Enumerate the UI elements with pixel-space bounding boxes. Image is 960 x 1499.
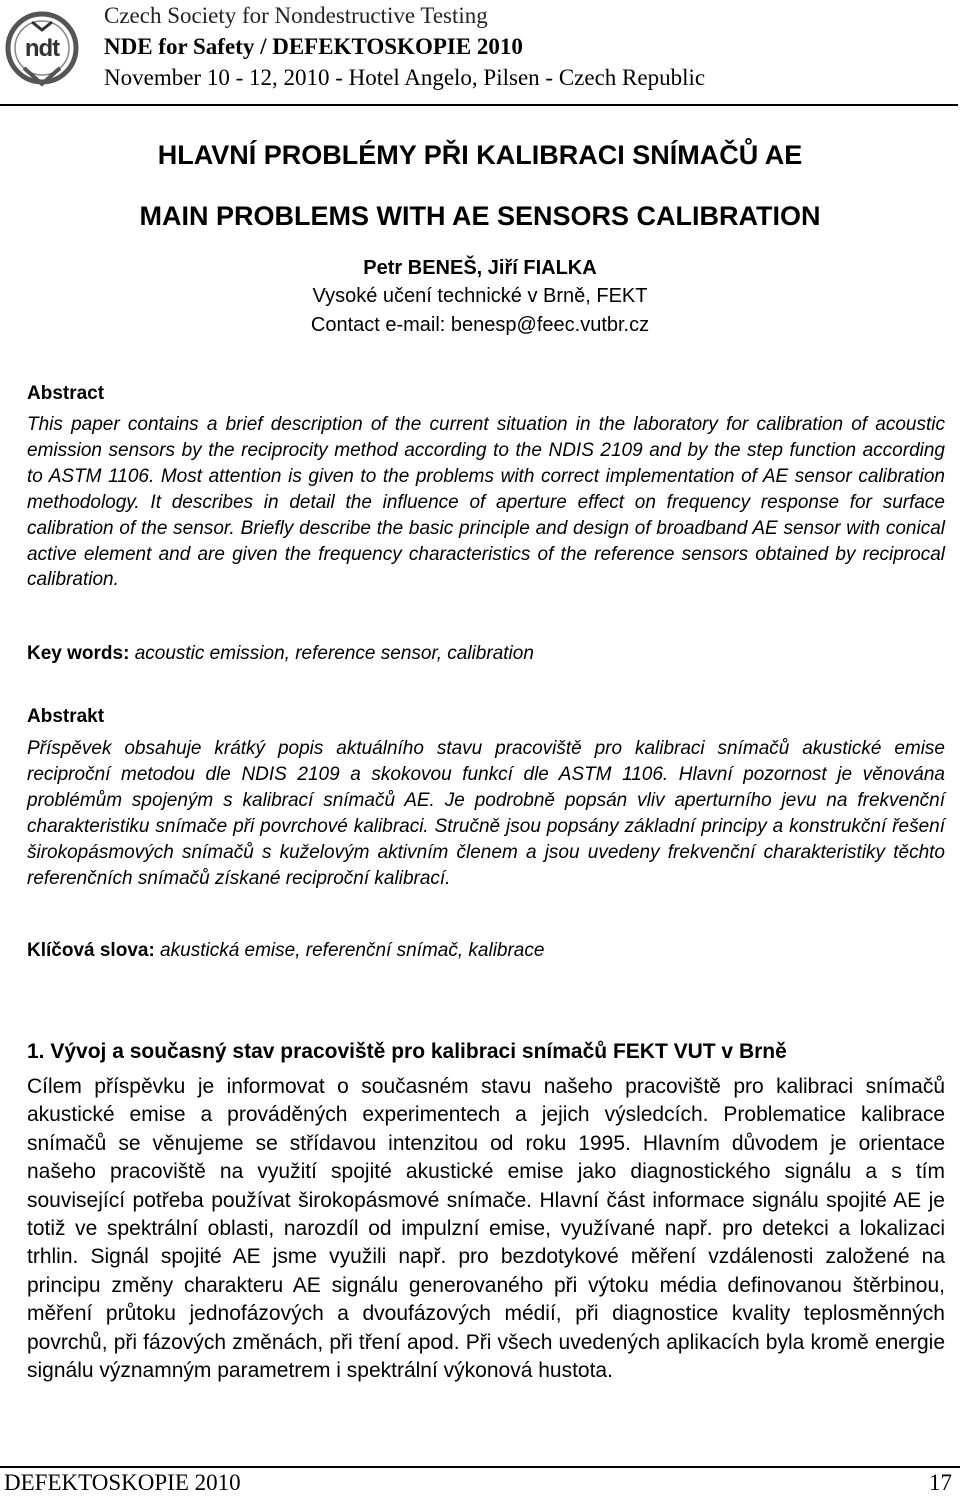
affiliation: Vysoké učení technické v Brně, FEKT xyxy=(312,285,648,307)
klicova-slova-text: akustická emise, referenční snímač, kalibrace xyxy=(154,940,545,961)
title-english: MAIN PROBLEMS WITH AE SENSORS CALIBRATION xyxy=(139,201,821,231)
abstrakt-text: Příspěvek obsahuje krátký popis aktuálního stavu pracoviště pro kalibraci snímačů akustické emise reciproční metodou dle NDIS 2109 a skokovou funkcí dle ASTM 1106. Hlavní pozornost je věnována problémům spojeným s kalibrací snímačů AE. Je podrobně popsán vliv aperturního jevu na frekvenční charakteristiku snímače při povrchové kalibraci. Stručně jsou popsány základní principy a konstrukční řešení širokopásmových snímačů s kuželovým aktivním členem a jsou uvedeny frekvenční charakteristiky těchto referenčních snímačů získané reciproční kalibrací. xyxy=(27,738,945,889)
conference-info xyxy=(104,0,705,93)
header-divider xyxy=(0,104,958,106)
conference-date-venue: November 10 - 12, 2010 - Hotel Angelo, Pilsen - Czech Republic xyxy=(104,65,706,90)
footer-journal: DEFEKTOSKOPIE 2010 xyxy=(4,1470,241,1495)
conference-name: NDE for Safety / DEFEKTOSKOPIE 2010 xyxy=(104,34,523,59)
abstrakt-heading: Abstrakt xyxy=(27,706,105,727)
klicova-slova xyxy=(27,940,945,962)
page-header xyxy=(0,0,960,106)
contact-email: Contact e-mail: benesp@feec.vutbr.cz xyxy=(310,314,650,336)
keywords-label: Key words: xyxy=(27,643,130,664)
section-1-body: Cílem příspěvku je informovat o současném stavu našeho pracoviště pro kalibraci snímačů akustické emise a prováděných experimentech a jejich výsledcích. Problematice kalibrace snímačů se věnujeme se střídavou intenzitou od roku 1995. Hlavním důvodem je orientace našeho pracoviště na využití spojité akustické emise jako diagnostického signálu a s tím související potřeba používat širokopásmové snímače. Hlavní část informace signálu spojité AE je totiž ve spektrální oblasti, narozdíl od impulzní emise, využívané např. pro detekci a lokalizaci trhlin. Signál spojité AE jsme využili např. pro bezdotykové měření vzdálenosti založené na principu změny charakteru AE signálu generovaného při výtoku média definovanou štěrbinou, měření průtoku jednofázových a dvoufázových médií, při diagnostice kvality teplosměnných povrchů, při fázových změnách, při tření apod. Při všech uvedených aplikacích byla kromě energie signálu významným parametrem i spektrální výkonová hustota. xyxy=(27,1075,945,1383)
footer-divider xyxy=(0,1466,960,1468)
abstract-text: This paper contains a brief description of the current situation in the laboratory for calibration of acoustic emission sensors by the reciprocity method according to the NDIS 2109 and by the step function according to ASTM 1106. Most attention is given to the problems with correct implementation of AE sensor calibration methodology. It describes in detail the influence of aperture effect on frequency response for surface calibration of the sensor. Briefly describe the basic principle and design of broadband AE sensor with conical active element and are given the frequency characteristics of the reference sensors obtained by reciprocal calibration. xyxy=(27,414,945,591)
keywords xyxy=(27,643,945,665)
page-number: 17 xyxy=(929,1470,952,1495)
title-czech: HLAVNÍ PROBLÉMY PŘI KALIBRACI SNÍMAČŮ AE xyxy=(157,140,803,170)
abstract-heading: Abstract xyxy=(27,383,105,404)
klicova-slova-label: Klíčová slova: xyxy=(27,940,155,961)
society-name: Czech Society for Nondestructive Testing xyxy=(104,3,488,28)
section-1-heading: 1. Vývoj a současný stav pracoviště pro kalibraci snímačů FEKT VUT v Brně xyxy=(27,1040,787,1063)
cndt-logo-icon xyxy=(2,10,86,90)
keywords-text: acoustic emission, reference sensor, calibration xyxy=(129,643,534,664)
authors: Petr BENEŠ, Jiří FIALKA xyxy=(363,257,597,279)
svg-text:ndt: ndt xyxy=(24,35,60,62)
